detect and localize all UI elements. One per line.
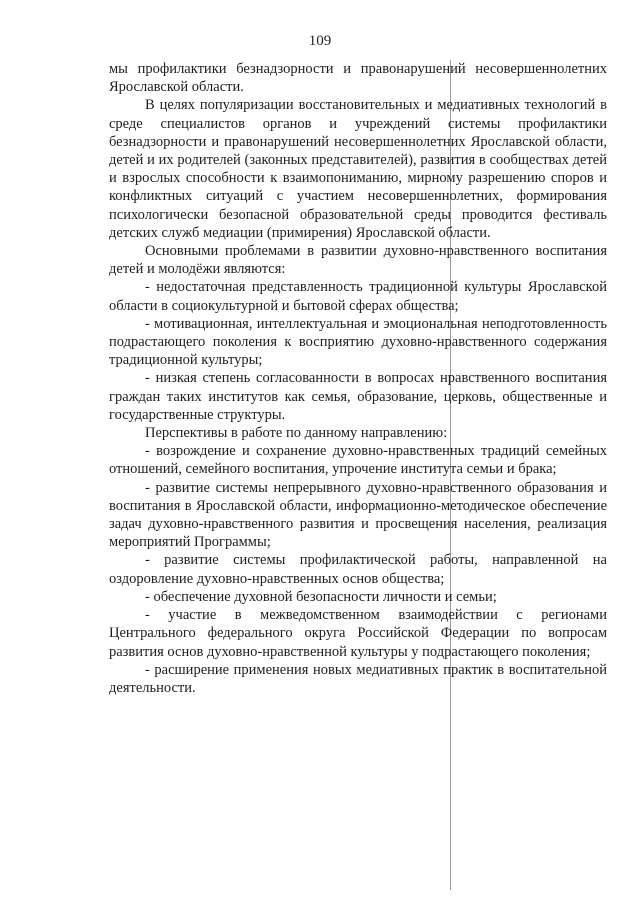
paragraph-prospects-intro: Перспективы в работе по данному направлению: — [145, 425, 448, 442]
list-item-prospect-3: - развитие системы профилактической работы, направленной на оздоровление духовно-нравственных основ общества; — [109, 552, 607, 587]
paragraph-problems-intro: Основными проблемами в развитии духовно-нравственного воспитания детей и молодёжи являются: — [109, 243, 607, 278]
list-item-prospect-5: - участие в межведомственном взаимодействии с регионами Центрального федерального округа Российской Федерации по вопросам развития основ духовно-нравственной культуры у подрастающего поколения; — [109, 607, 607, 660]
paragraph-mediation-festival: В целях популяризации восстановительных и медиативных технологий в среде специалистов органов и учреждений системы профилактики безнадзорности и правонарушений несовершеннолетних Ярославской области, детей и их родителей (законных представителей), развития в сообществах детей и взрослых способности к взаимопониманию, мирному разрешению споров и конфликтных ситуаций с участием несовершеннолетних, формирования психологически безопасной образовательной среды проводится фестиваль детских служб медиации (примирения) Ярославской области. — [109, 97, 607, 241]
list-item-problem-3: - низкая степень согласованности в вопросах нравственного воспитания граждан таких институтов как семья, образование, церковь, общественные и государственные структуры. — [109, 370, 607, 423]
list-item-prospect-4: - обеспечение духовной безопасности личности и семьи; — [145, 588, 497, 605]
list-item-prospect-6: - расширение применения новых медиативных практик в воспитательной деятельности. — [109, 661, 607, 696]
paragraph-continuation: мы профилактики безнадзорности и правонарушений несовершеннолетних Ярославской области. — [109, 61, 607, 96]
list-item-prospect-1: - возрождение и сохранение духовно-нравственных традиций семейных отношений, семейного воспитания, упрочение института семьи и брака; — [109, 443, 607, 478]
list-item-prospect-2: - развитие системы непрерывного духовно-нравственного образования и воспитания в Ярославской области, информационно-методическое обеспечение задач духовно-нравственного развития и просвещения населения, реализация мероприятий Программы; — [109, 479, 607, 551]
page-number: 109 — [308, 33, 332, 49]
body-text — [109, 60, 607, 697]
list-item-problem-2: - мотивационная, интеллектуальная и эмоциональная неподготовленность подрастающего поколения к восприятию духовно-нравственного содержания традиционной культуры; — [109, 315, 607, 369]
list-item-problem-1: - недостаточная представленность традиционной культуры Ярославской области в социокультурной и бытовой сферах общества; — [109, 279, 607, 314]
